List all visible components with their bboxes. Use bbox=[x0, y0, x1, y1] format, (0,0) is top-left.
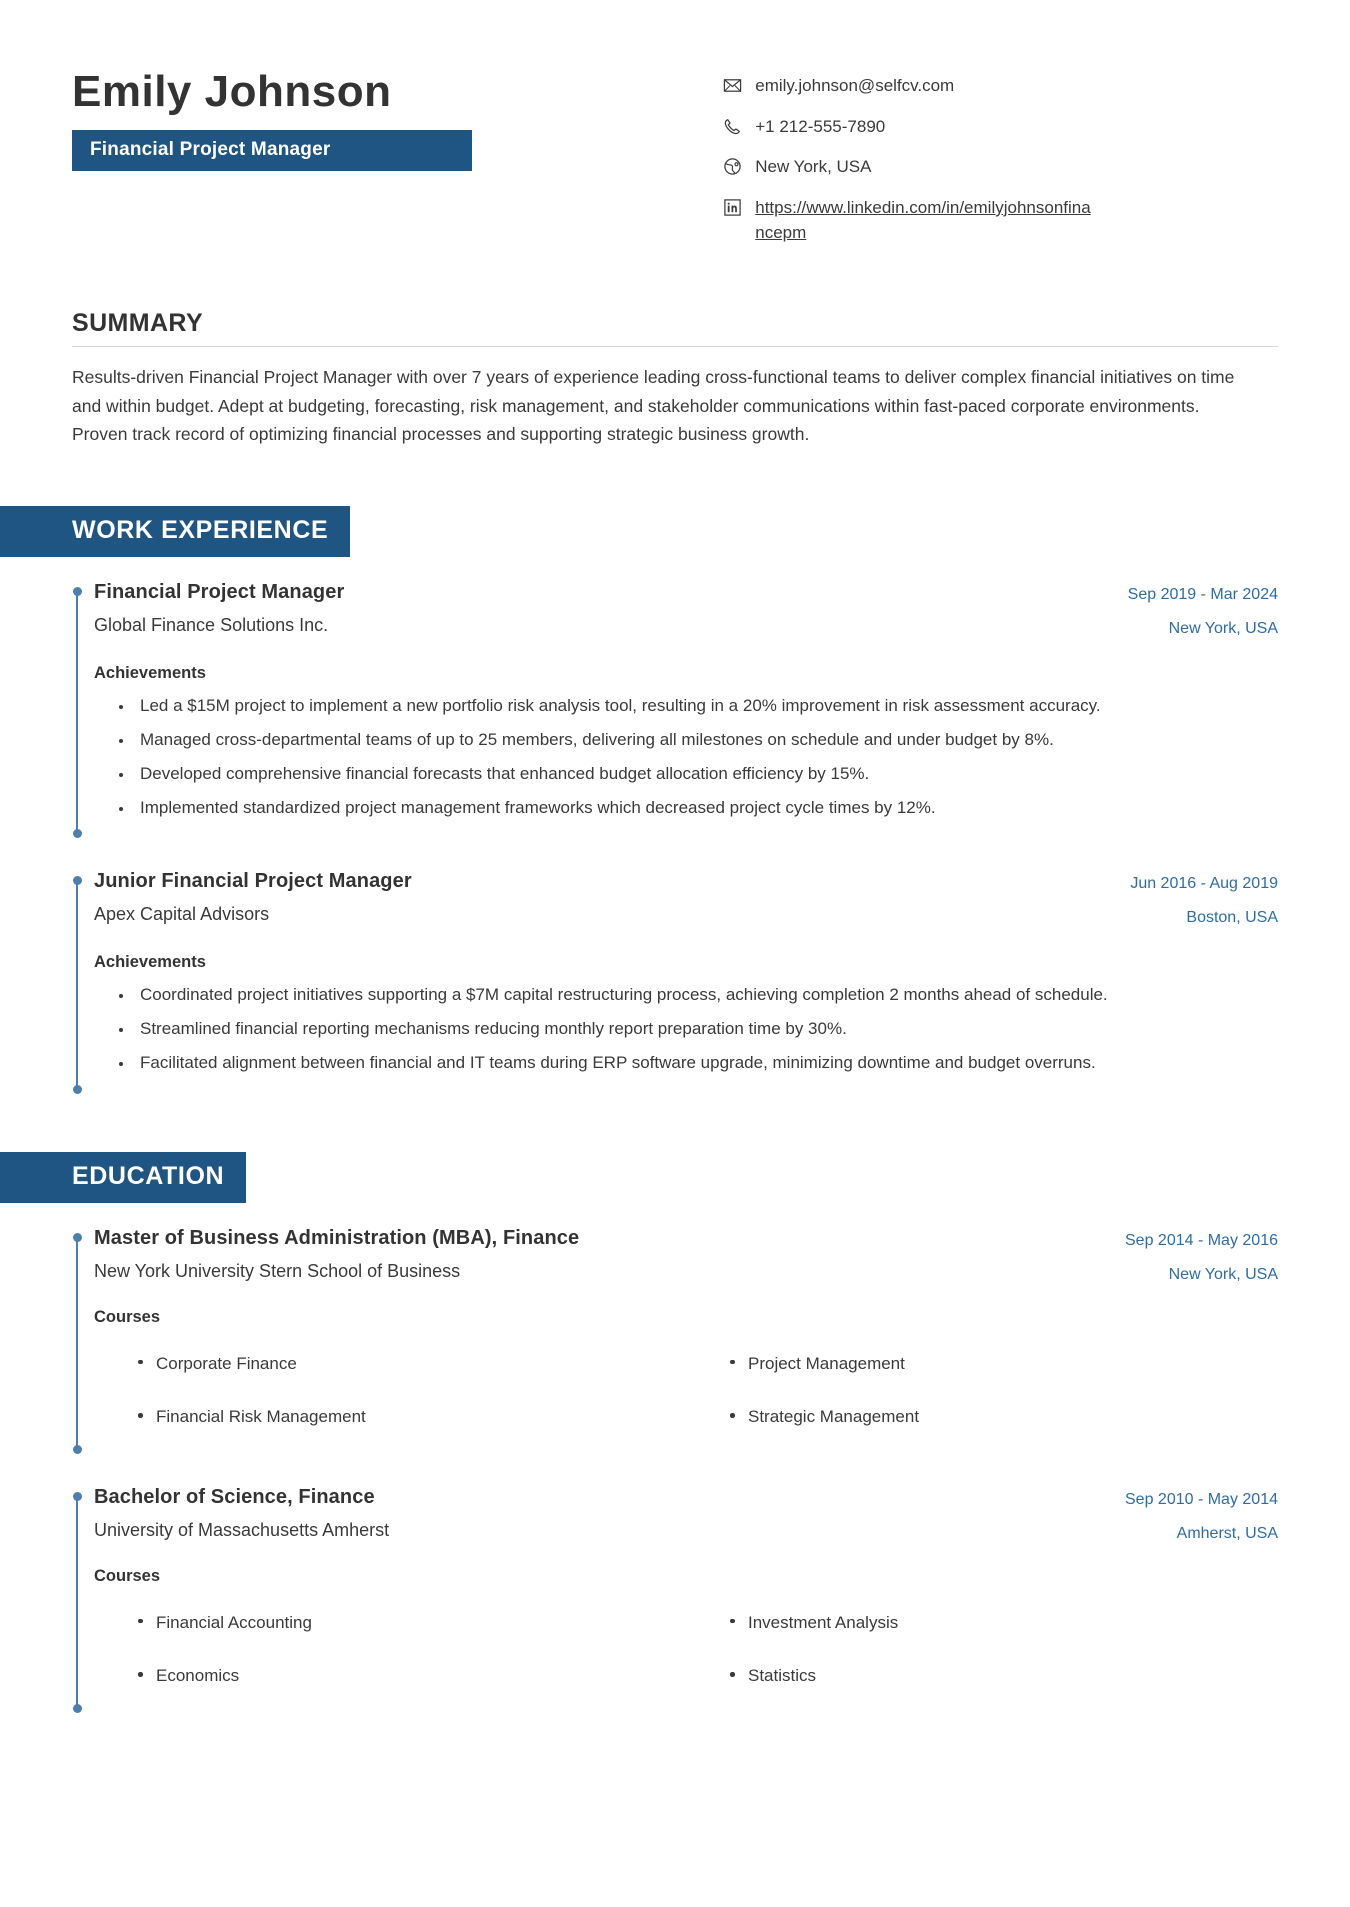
contact-location bbox=[723, 155, 1278, 180]
education-entry-header bbox=[94, 1225, 1278, 1288]
education-date: Sep 2010 - May 2014 bbox=[1125, 1490, 1278, 1508]
work-experience-section bbox=[72, 506, 1278, 1094]
summary-heading: SUMMARY bbox=[72, 309, 204, 338]
education-location: New York, USA bbox=[1168, 1265, 1278, 1283]
achievements-label: Achievements bbox=[94, 953, 206, 972]
contact-phone bbox=[723, 115, 1278, 140]
education-school: University of Massachusetts Amherst bbox=[94, 1519, 390, 1540]
achievement-item: • Implemented standardized project management frameworks which decreased project cycle times by 12%. bbox=[134, 795, 1278, 822]
education-date: Sep 2014 - May 2016 bbox=[1125, 1231, 1278, 1249]
work-experience-heading: WORK EXPERIENCE bbox=[0, 506, 350, 557]
contact-phone-text: +1 212-555-7890 bbox=[755, 116, 886, 136]
candidate-job-title: Financial Project Manager bbox=[72, 130, 472, 171]
candidate-name: Emily Johnson bbox=[72, 67, 392, 116]
course-item: Financial Accounting bbox=[134, 1596, 686, 1650]
education-entry-meta bbox=[1125, 1225, 1278, 1288]
summary-text: Results-driven Financial Project Manager with over 7 years of experience leading cross-functional teams to deliver complex financial initiatives on time and within budget. Adept at budgeting, forecasting, risk management, and stakeholder communications within fast-paced corporate environments. Proven track record of optimizing financial processes and supporting strategic business growth. bbox=[72, 367, 1235, 444]
work-entry-identity bbox=[94, 579, 1104, 638]
education-entry bbox=[72, 1484, 1278, 1713]
contact-list bbox=[723, 62, 1278, 245]
course-item: Project Management bbox=[726, 1337, 1278, 1391]
courses-label: Courses bbox=[94, 1566, 161, 1585]
education-degree: Master of Business Administration (MBA), Finance bbox=[94, 1226, 580, 1249]
work-entry-identity bbox=[94, 868, 1106, 927]
course-item: Strategic Management bbox=[726, 1390, 1278, 1444]
work-entry-meta bbox=[1130, 868, 1278, 931]
contact-location-text: New York, USA bbox=[755, 157, 872, 177]
achievements-list bbox=[94, 693, 1278, 821]
achievements-list bbox=[94, 982, 1278, 1077]
courses-grid bbox=[94, 1596, 1278, 1703]
work-entry-meta bbox=[1128, 579, 1278, 642]
contact-linkedin[interactable] bbox=[723, 196, 1278, 245]
timeline-rail bbox=[76, 1237, 78, 1448]
achievement-item: • Led a $15M project to implement a new portfolio risk analysis tool, resulting in a 20% improvement in risk assessment accuracy. bbox=[134, 693, 1278, 720]
timeline-rail bbox=[76, 591, 78, 832]
linkedin-icon bbox=[723, 198, 742, 217]
achievement-item: • Coordinated project initiatives supporting a $7M capital restructuring process, achieving completion 2 months ahead of schedule. bbox=[134, 982, 1278, 1009]
contact-email-text: emily.johnson@selfcv.com bbox=[755, 76, 955, 95]
education-heading: EDUCATION bbox=[0, 1152, 246, 1203]
timeline-marker bbox=[72, 1231, 82, 1454]
education-section bbox=[72, 1152, 1278, 1713]
achievements-label: Achievements bbox=[94, 664, 206, 683]
work-entry-company: Global Finance Solutions Inc. bbox=[94, 615, 329, 636]
achievement-item: • Developed comprehensive financial forecasts that enhanced budget allocation efficiency by 15%. bbox=[134, 761, 1278, 788]
phone-icon bbox=[723, 117, 742, 136]
education-entries bbox=[72, 1225, 1278, 1713]
education-entry-identity bbox=[94, 1484, 1101, 1543]
education-degree: Bachelor of Science, Finance bbox=[94, 1485, 375, 1508]
timeline-dot-bottom bbox=[73, 829, 82, 838]
timeline-dot-bottom bbox=[73, 1445, 82, 1454]
timeline-rail bbox=[76, 1496, 78, 1707]
work-entry bbox=[72, 579, 1278, 838]
course-item: Corporate Finance bbox=[134, 1337, 686, 1391]
timeline-marker bbox=[72, 585, 82, 838]
summary-section bbox=[72, 309, 1278, 448]
work-entry bbox=[72, 868, 1278, 1093]
identity-block bbox=[72, 62, 675, 171]
work-entry-location: Boston, USA bbox=[1186, 909, 1278, 927]
work-entry-title: Junior Financial Project Manager bbox=[94, 870, 412, 893]
achievement-item: • Managed cross-departmental teams of up to 25 members, delivering all milestones on schedule and under budget by 8%. bbox=[134, 727, 1278, 754]
timeline-marker bbox=[72, 1490, 82, 1713]
education-school: New York University Stern School of Business bbox=[94, 1260, 461, 1281]
course-item: Economics bbox=[134, 1649, 686, 1703]
envelope-icon bbox=[723, 76, 742, 95]
timeline-dot-bottom bbox=[73, 1704, 82, 1713]
work-entry-company: Apex Capital Advisors bbox=[94, 904, 270, 925]
education-entry-meta bbox=[1125, 1484, 1278, 1547]
work-entry-header bbox=[94, 579, 1278, 642]
work-entry-date: Sep 2019 - Mar 2024 bbox=[1127, 586, 1278, 604]
education-entry bbox=[72, 1225, 1278, 1454]
contact-linkedin-url[interactable]: https://www.linkedin.com/in/emilyjohnsonfinancepm bbox=[755, 197, 1091, 242]
education-entry-header bbox=[94, 1484, 1278, 1547]
resume-header bbox=[72, 62, 1278, 245]
courses-label: Courses bbox=[94, 1307, 161, 1326]
timeline-dot-bottom bbox=[73, 1085, 82, 1094]
work-entry-date: Jun 2016 - Aug 2019 bbox=[1130, 875, 1278, 893]
achievement-item: • Facilitated alignment between financial and IT teams during ERP software upgrade, minimizing downtime and budget overruns. bbox=[134, 1050, 1278, 1077]
work-experience-entries bbox=[72, 579, 1278, 1094]
achievement-item: • Streamlined financial reporting mechanisms reducing monthly report preparation time by 30%. bbox=[134, 1016, 1278, 1043]
course-item: Investment Analysis bbox=[726, 1596, 1278, 1650]
work-entry-title: Financial Project Manager bbox=[94, 581, 345, 604]
course-item: Statistics bbox=[726, 1649, 1278, 1703]
education-entry-identity bbox=[94, 1225, 1101, 1284]
work-entry-header bbox=[94, 868, 1278, 931]
education-location: Amherst, USA bbox=[1176, 1524, 1278, 1542]
courses-grid bbox=[94, 1337, 1278, 1444]
course-item: Financial Risk Management bbox=[134, 1390, 686, 1444]
timeline-marker bbox=[72, 874, 82, 1093]
globe-icon bbox=[723, 157, 742, 176]
work-entry-location: New York, USA bbox=[1168, 620, 1278, 638]
contact-email bbox=[723, 74, 1278, 99]
timeline-rail bbox=[76, 880, 78, 1087]
summary-divider bbox=[72, 346, 1278, 347]
